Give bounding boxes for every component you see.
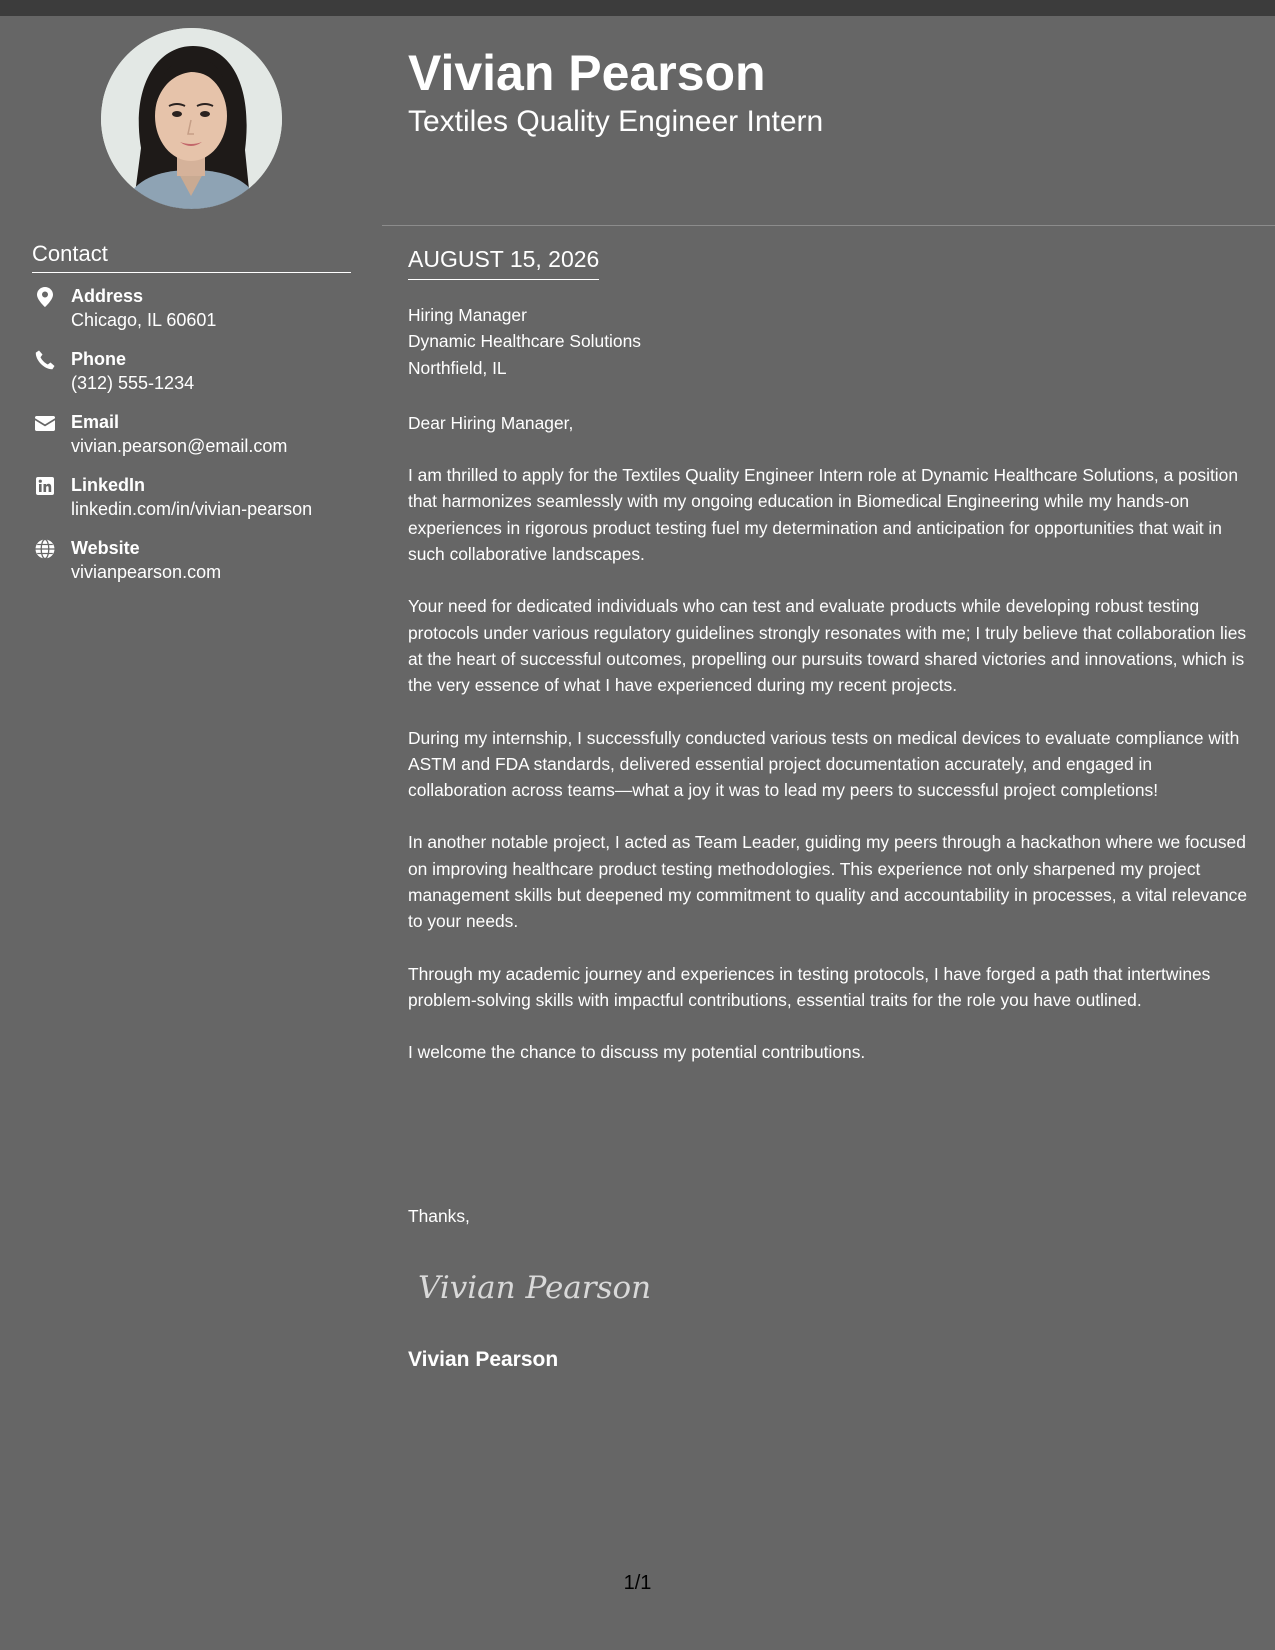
profile-photo — [101, 28, 282, 209]
linkedin-icon — [32, 475, 58, 497]
header-divider — [382, 225, 1275, 226]
top-bar — [0, 0, 1275, 16]
closing: Thanks, — [408, 1206, 470, 1226]
contact-value-phone: (312) 555-1234 — [71, 373, 195, 393]
recipient-location: Northfield, IL — [408, 357, 507, 378]
contact-value-email: vivian.pearson@email.com — [71, 436, 288, 456]
contact-label: Email — [71, 412, 120, 432]
contact-value-address: Chicago, IL 60601 — [71, 310, 217, 330]
letter-paragraph: In another notable project, I acted as Team Leader, guiding my peers through a hackathon where we focused on improving healthcare product testing methodologies. This experience not only sharpened my project management skills but deepened my commitment to quality and accountability in processes, a vital relevance to your needs. — [408, 832, 1248, 932]
phone-icon — [32, 349, 58, 371]
contact-item-phone — [32, 347, 362, 410]
contact-heading: Contact — [32, 240, 351, 273]
signature-image — [416, 1258, 676, 1316]
salutation: Dear Hiring Manager, — [408, 412, 574, 433]
contact-label: Website — [71, 538, 140, 558]
envelope-icon — [32, 412, 58, 434]
recipient-block — [408, 302, 1253, 381]
map-pin-icon — [32, 286, 58, 308]
page-number: 1/1 — [623, 1572, 652, 1594]
signature-glyphs: Vivian Pearson — [418, 1270, 652, 1306]
globe-icon — [32, 538, 58, 560]
handwritten-signature — [416, 1258, 676, 1316]
contact-value-linkedin: linkedin.com/in/vivian-pearson — [71, 499, 313, 519]
letter-paragraph: Your need for dedicated individuals who can test and evaluate products while developing robust testing protocols under various regulatory guidelines strongly resonates with me; I truly believe that collaboration lies at the heart of successful outcomes, propelling our pursuits toward shared victories and innovations, which is the very essence of what I have experienced during my recent projects. — [408, 596, 1247, 696]
candidate-name: Vivian Pearson — [408, 45, 766, 101]
contact-item-address — [32, 284, 362, 347]
letter-paragraph: I am thrilled to apply for the Textiles Quality Engineer Intern role at Dynamic Healthcare Solutions, a position that harmonizes seamlessly with my ongoing education in Biomedical Engineering while my hands-on experiences in rigorous product testing fuel my determination and anticipation for opportunities that wait in such collaborative landscapes. — [408, 465, 1239, 565]
profile-photo-illustration — [101, 28, 282, 209]
recipient-title: Hiring Manager — [408, 305, 527, 325]
letter-paragraph: Through my academic journey and experiences in testing protocols, I have forged a path that intertwines problem-solving skills with impactful contributions, essential traits for the role you have outlined. — [408, 963, 1211, 1010]
contact-item-website — [32, 536, 362, 599]
letter-date: AUGUST 15, 2026 — [408, 244, 599, 280]
contact-list — [32, 284, 362, 599]
contact-item-linkedin — [32, 473, 362, 536]
contact-item-email — [32, 410, 362, 473]
sidebar — [0, 16, 382, 1650]
signer-name: Vivian Pearson — [408, 1348, 559, 1371]
letter-paragraph: I welcome the chance to discuss my potential contributions. — [408, 1042, 866, 1063]
letter-paragraph: During my internship, I successfully conducted various tests on medical devices to evaluate compliance with ASTM and FDA standards, delivered essential project documentation accurately, and engaged in collaboration across teams—what a joy it was to lead my peers to successful project completions! — [408, 727, 1240, 801]
contact-label: LinkedIn — [71, 475, 146, 495]
contact-value-website: vivianpearson.com — [71, 562, 222, 582]
letter-body — [408, 302, 1253, 1066]
recipient-company: Dynamic Healthcare Solutions — [408, 331, 641, 352]
contact-label: Phone — [71, 349, 127, 369]
job-title: Textiles Quality Engineer Intern — [408, 105, 824, 138]
contact-label: Address — [71, 286, 144, 306]
